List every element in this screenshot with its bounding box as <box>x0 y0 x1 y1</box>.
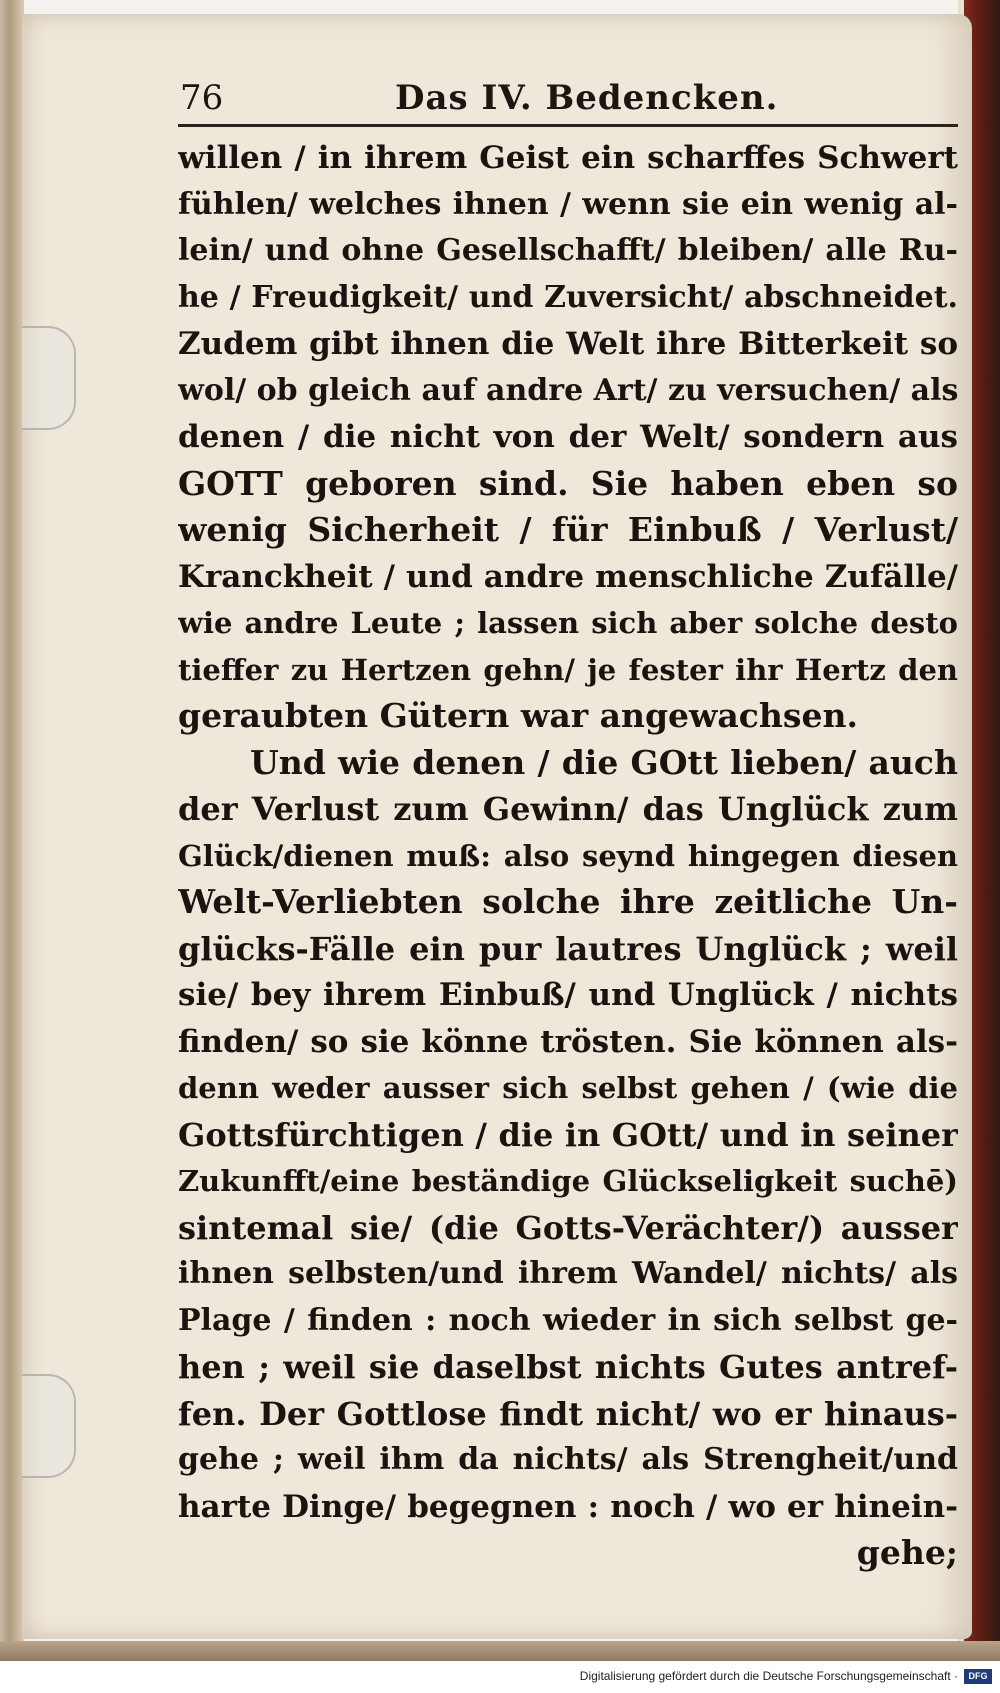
text-line: Welt-Verliebten solche ihre zeitliche Un- <box>178 882 958 921</box>
text-line: hen ; weil sie daselbst nichts Gutes antref- <box>178 1348 958 1386</box>
paragraph-start-line: Und wie denen / die GOtt lieben/ auch <box>250 742 958 782</box>
text-line: Zukunfft/eine beständige Glückseligkeit suchē) <box>178 1164 958 1198</box>
text-line: tieffer zu Hertzen gehn/ je fester ihr Hertz den <box>178 652 958 687</box>
text-line: der Verlust zum Gewinn/ das Unglück zum <box>178 790 958 828</box>
text-line: harte Dinge/ begegnen : noch / wo er hinein- <box>178 1488 958 1525</box>
text-line: he / Freudigkeit/ und Zuversicht/ abschneidet. <box>178 279 958 315</box>
catchword-line: gehe; <box>856 1533 958 1572</box>
text-line: sintemal sie/ (die Gotts-Verächter/) ausser <box>178 1208 958 1247</box>
page-number: 76 <box>180 78 224 118</box>
text-line: Zudem gibt ihnen die Welt ihre Bitterkeit so <box>178 326 958 362</box>
text-line: denen / die nicht von der Welt/ sondern aus <box>178 419 958 455</box>
text-line: denn weder ausser sich selbst gehen / (wie die <box>178 1071 958 1105</box>
text-line: fühlen/ welches ihnen / wenn sie ein wenig al- <box>178 186 958 222</box>
text-line: geraubten Gütern war angewachsen. <box>178 696 858 735</box>
text-line: sie/ bey ihrem Einbuß/ und Unglück / nichts <box>178 977 958 1013</box>
book-left-edge <box>0 0 24 1693</box>
text-line: wie andre Leute ; lassen sich aber solche desto <box>178 606 958 640</box>
text-line: ihnen selbsten/und ihrem Wandel/ nichts/ als <box>178 1256 958 1291</box>
text-line: finden/ so sie könne trösten. Sie können als- <box>178 1023 958 1060</box>
text-line: glücks-Fälle ein pur lautres Unglück ; weil <box>178 929 958 968</box>
body-text <box>178 135 958 1577</box>
head-rule <box>178 124 958 127</box>
running-head <box>180 78 960 128</box>
page-clip-bottom <box>22 1374 76 1478</box>
text-line: lein/ und ohne Gesellschafft/ bleiben/ alle Ru- <box>178 233 958 268</box>
dfg-logo-icon: DFG <box>964 1669 992 1684</box>
page-clip-top <box>22 326 76 430</box>
text-line: Gottsfürchtigen / die in GOtt/ und in seiner <box>178 1115 958 1154</box>
text-line: GOTT geboren sind. Sie haben eben so <box>178 463 958 503</box>
chapter-title: Das IV. Bedencken. <box>395 78 779 118</box>
book-bottom-edge <box>0 1641 1000 1661</box>
text-line: Plage / finden : noch wieder in sich selbst ge- <box>178 1302 958 1338</box>
text-line: Glück/dienen muß: also seynd hingegen diesen <box>178 838 958 873</box>
funding-credit: Digitalisierung gefördert durch die Deutsche Forschungsgemeinschaft · <box>579 1669 958 1683</box>
text-line: fen. Der Gottlose findt nicht/ wo er hinaus- <box>178 1394 958 1433</box>
text-line: wol/ ob gleich auf andre Art/ zu versuchen/ als <box>178 372 958 408</box>
text-line: willen / in ihrem Geist ein scharffes Schwert <box>178 140 958 176</box>
text-line: Kranckheit / und andre menschliche Zufälle/ <box>178 558 958 595</box>
text-line: gehe ; weil ihm da nichts/ als Strengheit/und <box>178 1442 958 1477</box>
footer-bar <box>0 1661 1000 1693</box>
text-line: wenig Sicherheit / für Einbuß / Verlust/ <box>178 510 958 549</box>
